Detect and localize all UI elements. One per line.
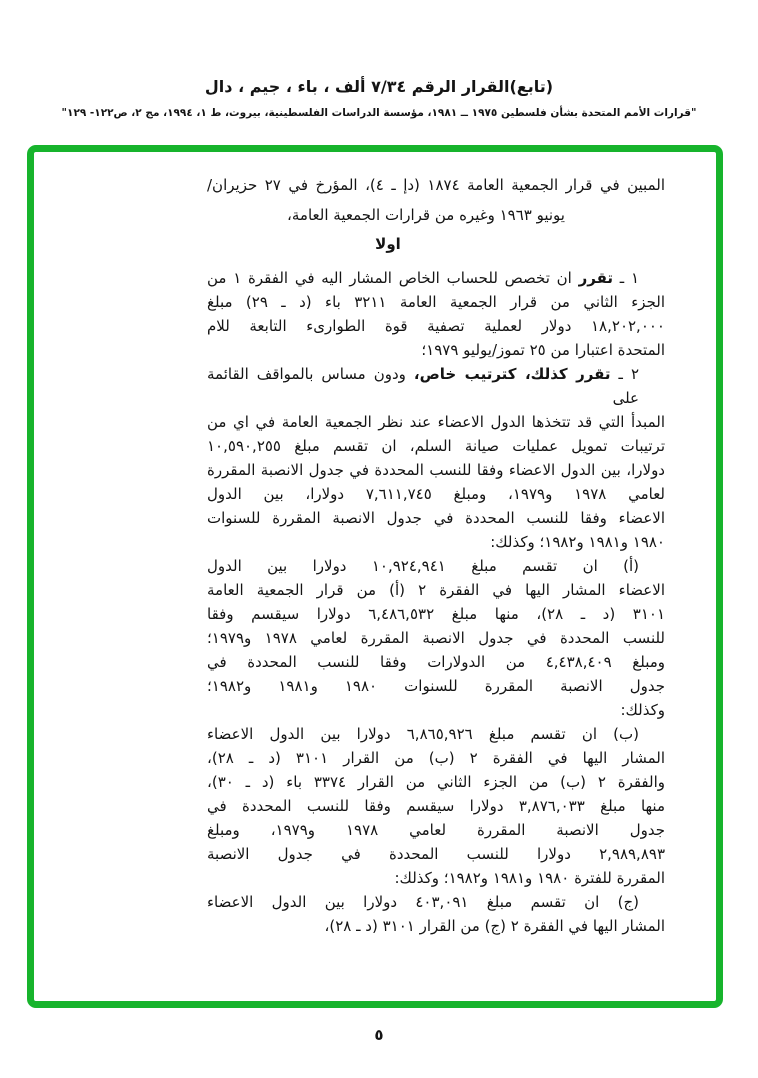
text-line (207, 458, 665, 482)
text-line (207, 434, 665, 458)
text-line (207, 554, 665, 578)
text-line (207, 362, 665, 410)
text-line (207, 266, 665, 290)
bold-text-segment: تقرر كذلك، كترتيب خاص، (413, 365, 611, 383)
text-line (207, 866, 665, 890)
bold-text-segment: تقرر (578, 269, 614, 287)
text-segment: المشار اليها في الفقرة ٢ (ب) من القرار ٣١٠١ (د ـ ٢٨)، (207, 749, 665, 767)
text-segment: (أ) ان تقسم مبلغ ١٠,٩٢٤,٩٤١ دولارا بين الدول (207, 557, 639, 575)
text-segment: ١ ـ (613, 269, 639, 287)
text-segment: ٢,٩٨٩,٨٩٣ دولارا للنسب المحددة في جدول الانصبة (207, 845, 665, 863)
text-segment: دولارا، بين الدول الاعضاء وفقا للنسب المحددة في جدول الانصبة المقررة (207, 461, 665, 479)
text-segment: ٣١٠١ (د ـ ٢٨)، منها مبلغ ٦,٤٨٦,٥٣٢ دولارا سيقسم وفقا (207, 605, 666, 623)
text-line (207, 290, 665, 314)
text-segment: جدول الانصبة المقررة لعامي ١٩٧٨ و١٩٧٩، ومبلغ (207, 821, 666, 839)
text-segment: وكذلك: (620, 701, 665, 719)
paragraph (207, 890, 665, 938)
text-segment: ١٩٨٠ و١٩٨١ و١٩٨٢؛ وكذلك: (490, 533, 665, 551)
text-segment: ١٨,٢٠٢,٠٠٠ دولار لعملية تصفية قوة الطوارىء التابعة للام (207, 317, 665, 335)
text-segment: الاعضاء المشار اليها في الفقرة ٢ (أ) من قرار الجمعية العامة (207, 581, 665, 599)
text-line (207, 506, 665, 530)
text-line (207, 602, 665, 626)
text-line (207, 698, 665, 722)
text-segment: (ج) ان تقسم مبلغ ٤٠٣,٠٩١ دولارا بين الدول الاعضاء (207, 893, 639, 911)
text-segment: ومبلغ ٤,٤٣٨,٤٠٩ من الدولارات وفقا للنسب المحددة في (207, 653, 665, 671)
text-segment: والفقرة ٢ (ب) من الجزء الثاني من القرار ٣٣٧٤ باء (د ـ ٣٠)، (207, 773, 666, 791)
text-line (207, 818, 665, 842)
text-line (207, 890, 665, 914)
text-line (207, 794, 665, 818)
text-line (207, 530, 665, 554)
text-segment: جدول الانصبة المقررة للسنوات ١٩٨٠ و١٩٨١ و١٩٨٢؛ (207, 677, 665, 695)
page-number: ٥ (374, 1026, 384, 1044)
text-line (207, 674, 665, 698)
resolution-body (207, 170, 665, 938)
text-line (207, 650, 665, 674)
text-line: يونيو ١٩٦٣ وغيره من قرارات الجمعية العامة، (287, 206, 565, 224)
section-heading: اولا (375, 235, 401, 253)
text-segment: لعامي ١٩٧٨ و١٩٧٩، ومبلغ ٧,٦١١,٧٤٥ دولارا، بين الدول (207, 485, 666, 503)
paragraph (207, 722, 665, 890)
text-segment: الجزء الثاني من قرار الجمعية العامة ٣٢١١ باء (د ـ ٢٩) مبلغ (207, 293, 666, 311)
text-segment: للنسب المحددة في جدول الانصبة المقررة لعامي ١٩٧٨ و١٩٧٩؛ (207, 629, 666, 647)
text-segment: المبدأ التي قد تتخذها الدول الاعضاء عند نظر الجمعية العامة في اي من (207, 413, 665, 431)
text-segment: الاعضاء وفقا للنسب المحددة في جدول الانصبة المقررة للسنوات (207, 509, 665, 527)
preamble (207, 170, 665, 230)
text-line (207, 482, 665, 506)
resolution-paragraphs (207, 266, 665, 938)
text-line (207, 842, 665, 866)
text-segment: ودون مساس بالمواقف القائمة على (207, 365, 639, 407)
text-segment: المقررة للفترة ١٩٨٠ و١٩٨١ و١٩٨٢؛ وكذلك: (394, 869, 665, 887)
paragraph (207, 554, 665, 722)
text-line: المبين في قرار الجمعية العامة ١٨٧٤ (دإ ـ ٤)، المؤرخ في ٢٧ حزيران/ (207, 176, 665, 194)
text-segment: ٢ ـ (610, 365, 639, 383)
text-line (207, 338, 665, 362)
text-segment: (ب) ان تقسم مبلغ ٦,٨٦٥,٩٢٦ دولارا بين الدول الاعضاء (207, 725, 640, 743)
text-line (207, 626, 665, 650)
text-line (207, 722, 665, 746)
text-segment: المتحدة اعتبارا من ٢٥ تموز/يوليو ١٩٧٩؛ (421, 341, 665, 359)
paragraph (207, 266, 665, 362)
text-segment: المشار اليها في الفقرة ٢ (ج) من القرار ٣١٠١ (د ـ ٢٨)، (324, 917, 665, 935)
text-line (207, 410, 665, 434)
text-line (207, 314, 665, 338)
text-line (207, 578, 665, 602)
source-citation: "قرارات الأمم المتحدة بشأن فلسطين ١٩٧٥ ــ ١٩٨١، مؤسسة الدراسات الفلسطينية، بيروت، ط ١، ١٩٩٤، مج ٢، ص١٢٢- ١٢٩" (61, 107, 697, 119)
text-segment: ان تخصص للحساب الخاص المشار اليه في الفقرة ١ من (207, 269, 579, 287)
paragraph (207, 362, 665, 554)
text-line (207, 914, 665, 938)
text-segment: ترتيبات تمويل عمليات صيانة السلم، ان تقسم مبلغ ١٠,٥٩٠,٢٥٥ (207, 437, 665, 455)
resolution-title: (تابع)القرار الرقم ٧/٣٤ ألف ، باء ، جيم ، دال (204, 77, 554, 96)
text-line (207, 746, 665, 770)
text-segment: منها مبلغ ٣,٨٧٦,٠٣٣ دولارا سيقسم وفقا للنسب المحددة في (207, 797, 665, 815)
text-line (207, 770, 665, 794)
